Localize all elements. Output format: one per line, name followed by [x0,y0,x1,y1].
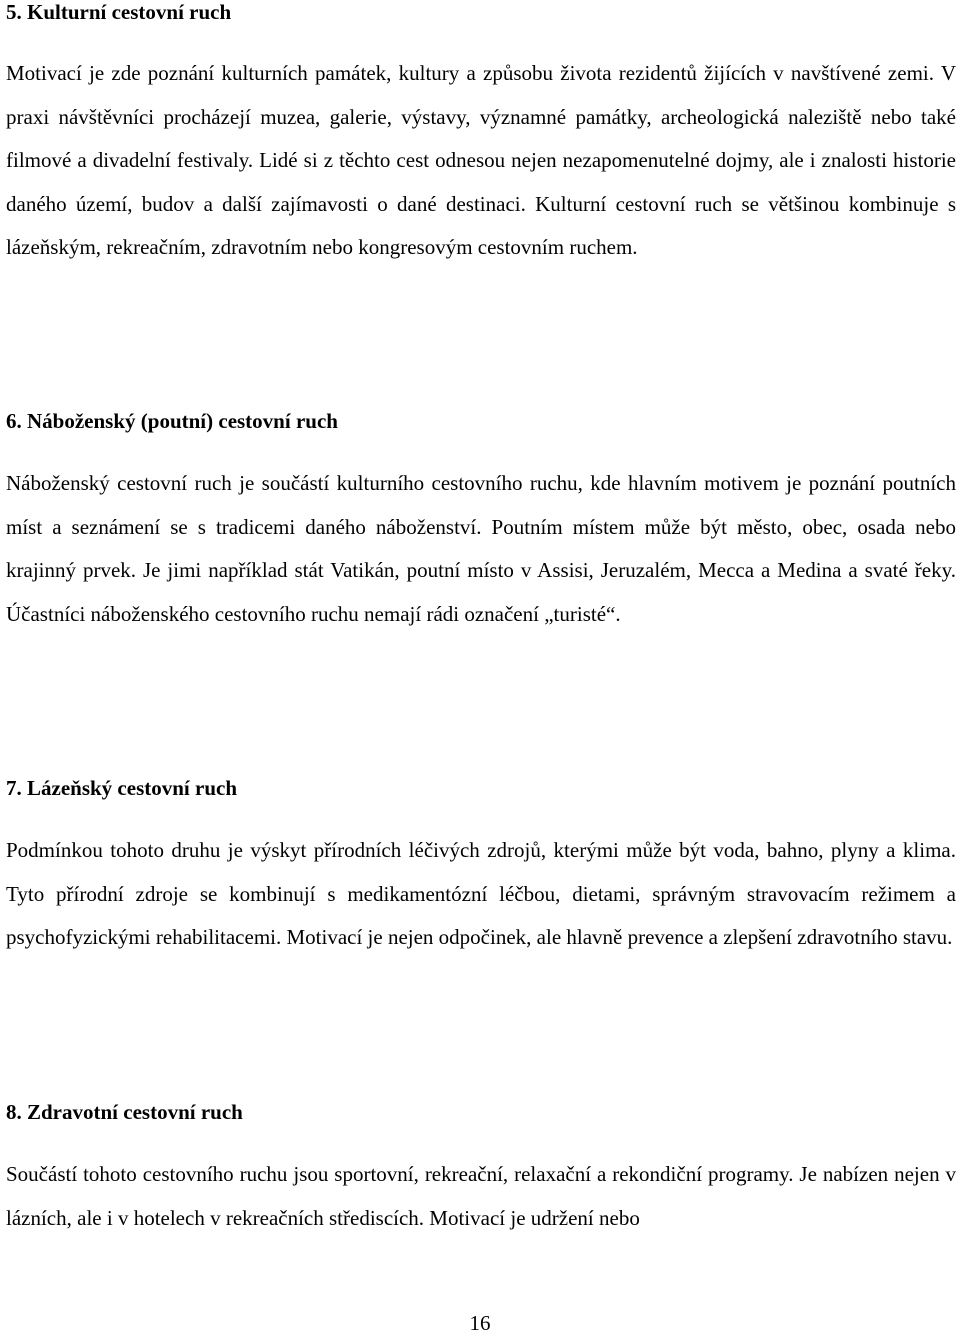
section-paragraph-nabozensky: Náboženský cestovní ruch je součástí kulturního cestovního ruchu, kde hlavním motivem je poznání poutních míst a seznámení se s tradicemi daného náboženství. Poutním místem může být město, obec, osada nebo krajinný prvek. Je jimi například stát Vatikán, poutní místo v Assisi, Jeruzalém, Mecca a Medina a svaté řeky. Účastníci náboženského cestovního ruchu nemají rádi označení „turisté“. [6,471,956,626]
section-paragraph-zdravotni: Součástí tohoto cestovního ruchu jsou sportovní, rekreační, relaxační a rekondiční programy. Je nabízen nejen v lázních, ale i v hotelech v rekreačních střediscích. Motivací je udržení nebo [6,1162,956,1230]
section-heading-nabozensky: 6. Náboženský (poutní) cestovní ruch [6,409,338,433]
section-heading-lazensky: 7. Lázeňský cestovní ruch [6,776,237,800]
section-heading-zdravotni: 8. Zdravotní cestovní ruch [6,1100,243,1124]
section-paragraph-lazensky: Podmínkou tohoto druhu je výskyt přírodních léčivých zdrojů, kterými může být voda, bahno, plyny a klima. Tyto přírodní zdroje se kombinují s medikamentózní léčbou, dietami, správným stravovacím režimem a psychofyzickými rehabilitacemi. Motivací je nejen odpočinek, ale hlavně prevence a zlepšení zdravotního stavu. [6,838,956,949]
section-paragraph-kulturni: Motivací je zde poznání kulturních památek, kultury a způsobu života rezidentů žijících v navštívené zemi. V praxi návštěvníci procházejí muzea, galerie, výstavy, významné památky, archeologická naleziště nebo také filmové a divadelní festivaly. Lidé si z těchto cest odnesou nejen nezapomenutelné dojmy, ale i znalosti historie daného území, budov a další zajímavosti o dané destinaci. Kulturní cestovní ruch se většinou kombinuje s lázeňským, rekreačním, zdravotním nebo kongresovým cestovním ruchem. [6,61,956,259]
section-heading-kulturni: 5. Kulturní cestovní ruch [6,0,232,24]
page-number: 16 [469,1311,491,1335]
